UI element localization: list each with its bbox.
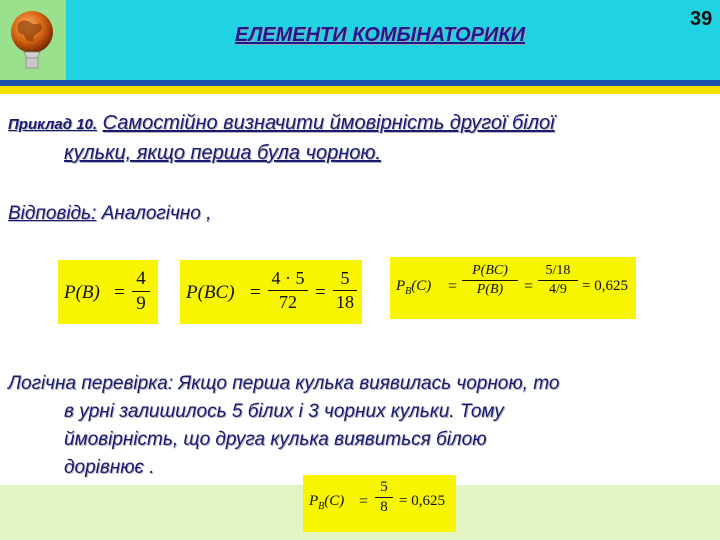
fraction-numerator: P(BC): [472, 263, 508, 278]
example-label: Приклад 10.: [8, 116, 98, 133]
formula-eq: =: [359, 493, 369, 510]
formula-eq: =: [315, 282, 326, 303]
formula-conditional-probability: [390, 257, 636, 319]
formula-result: = 0,625: [399, 493, 445, 509]
slide-title: ЕЛЕМЕНТИ КОМБІНАТОРИКИ: [234, 24, 525, 46]
fraction-numerator: 5: [340, 268, 350, 288]
fraction-bar: [538, 280, 578, 281]
formula-lhs: $P_B(C)$: [396, 278, 432, 297]
fraction-denominator: 4/9: [549, 282, 567, 297]
fraction-denominator: 72: [279, 292, 297, 312]
fraction-denominator: 8: [380, 499, 388, 515]
formula-fraction: [375, 479, 393, 516]
formula-fraction: [132, 268, 150, 315]
fraction-bar: [333, 290, 357, 291]
fraction-bar: [462, 280, 518, 281]
check-line-4: дорівнює .: [64, 457, 155, 478]
fraction-bar: [268, 290, 308, 291]
formula-fraction: [462, 263, 518, 298]
slide-number: 39: [690, 8, 713, 30]
fraction-numerator: 4 · 5: [271, 268, 305, 288]
formula-fraction: [538, 263, 578, 298]
formula-lhs: P(B): [64, 282, 100, 303]
formula-p-b: [58, 260, 158, 324]
fraction-bar: [132, 291, 150, 292]
fraction-denominator: 9: [136, 293, 146, 314]
formula-result: = 0,625: [582, 278, 628, 294]
formula-fraction: [333, 268, 357, 313]
formula-eq: =: [524, 278, 534, 295]
formula-lhs: P(BC): [186, 282, 235, 303]
answer-line: [8, 203, 211, 225]
fraction-bar: [375, 497, 393, 498]
formula-fraction: [268, 268, 308, 313]
formula-p-bc: [180, 260, 362, 324]
fraction-denominator: 18: [336, 292, 354, 312]
example-line-2: кульки, якщо перша була чорною.: [64, 142, 381, 164]
answer-label: Відповідь:: [8, 203, 97, 224]
formula-lhs: $P_B(C)$: [309, 493, 345, 512]
formula-eq: =: [250, 282, 261, 303]
header-stripe-yellow: [0, 86, 720, 94]
example-text-1: Самостійно визначити ймовірність другої білої: [102, 112, 555, 134]
check-line-2: в урні залишилось 5 білих і 3 чорних кульки. Тому: [64, 401, 504, 422]
header-bar: [0, 0, 720, 80]
formula-eq: =: [114, 282, 125, 303]
formula-eq: =: [448, 278, 458, 295]
fraction-numerator: 5/18: [545, 263, 571, 278]
fraction-denominator: P(B): [476, 282, 504, 297]
check-line-3: ймовірність, що друга кулька виявиться білою: [64, 429, 487, 450]
logical-check-paragraph: [8, 370, 713, 482]
fraction-numerator: 5: [380, 479, 388, 495]
check-line-1: Логічна перевірка: Якщо перша кулька виявилась чорною, то: [8, 373, 560, 394]
answer-text: Аналогічно ,: [96, 203, 212, 224]
example-line-1: [8, 112, 555, 135]
formula-check: [303, 475, 456, 532]
fraction-numerator: 4: [136, 268, 146, 289]
